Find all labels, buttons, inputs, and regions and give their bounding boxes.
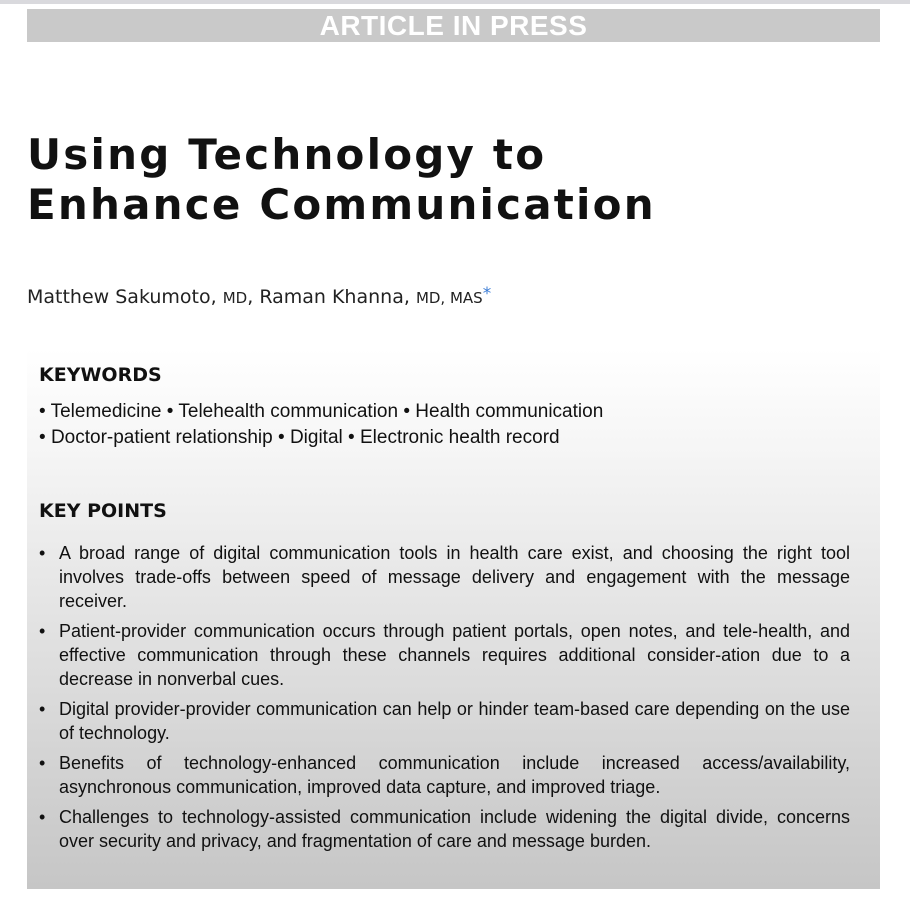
article-in-press-banner (27, 9, 880, 42)
keyword: Electronic health record (359, 427, 560, 448)
key-point-item: • Digital provider-provider communication can help or hinder team-based care depending on the use of technology. (39, 699, 850, 743)
author-line: Matthew Sakumoto, MD, Raman Khanna, MD, MAS* (27, 284, 492, 308)
keyword: Telehealth communication (178, 401, 399, 422)
keywords-list (39, 399, 603, 451)
keywords-line-2: • Doctor-patient relationship • Digital • Electronic health record (39, 427, 560, 448)
keyword: Doctor-patient relationship (50, 427, 273, 448)
author-1-name: Matthew Sakumoto, (27, 286, 217, 308)
key-point-item: • Benefits of technology-enhanced communication include increased access/availability, asynchronous communication, improved data capture, and improved triage. (39, 753, 850, 797)
key-points-list (39, 541, 850, 859)
top-rule (0, 0, 910, 4)
keywords-heading: KEYWORDS (39, 364, 162, 386)
author-1-degree: MD (222, 289, 248, 307)
author-2-name: Raman Khanna, (259, 286, 410, 308)
keyword: Telemedicine (50, 401, 162, 422)
keywords-line-1: • Telemedicine • Telehealth communication • Health communication (39, 401, 604, 422)
keyword: Health communication (415, 401, 604, 422)
key-point-text: A broad range of digital communication tools in health care exist, and choosing the right tool involves trade-offs between speed of message delivery and engagement with the message receiver. (59, 543, 850, 611)
keyword: Digital (289, 427, 343, 448)
key-point-item: • A broad range of digital communication tools in health care exist, and choosing the right tool involves trade-offs between speed of message delivery and engagement with the message receiver. (39, 543, 850, 611)
key-point-item: • Challenges to technology-assisted communication include widening the digital divide, concerns over security and privacy, and fragmentation of care and message burden. (39, 807, 850, 851)
title-line-1: Using Technology to (27, 130, 547, 179)
corresponding-author-marker[interactable]: * (482, 284, 492, 304)
banner-text: ARTICLE IN PRESS (319, 9, 588, 41)
key-point-text: Patient-provider communication occurs through patient portals, open notes, and tele-health, and effective communication through these channels requires additional consider-ation due to a decrease in nonverbal cues. (59, 621, 850, 689)
author-2-degree: MD, MAS (415, 289, 483, 307)
key-point-text: Digital provider-provider communication can help or hinder team-based care depending on the use of technology. (59, 699, 850, 743)
key-point-text: Challenges to technology-assisted communication include widening the digital divide, concerns over security and privacy, and fragmentation of care and message burden. (59, 807, 850, 851)
abstract-box (27, 348, 880, 889)
key-points-heading: KEY POINTS (39, 500, 167, 522)
key-point-text: Benefits of technology-enhanced communication include increased access/availability, asynchronous communication, improved data capture, and improved triage. (59, 753, 850, 797)
title-line-2: Enhance Communication (27, 180, 656, 229)
article-title (27, 130, 656, 230)
key-point-item: • Patient-provider communication occurs through patient portals, open notes, and tele-health, and effective communication through these channels requires additional consider-ation due to a decrease in nonverbal cues. (39, 621, 850, 689)
